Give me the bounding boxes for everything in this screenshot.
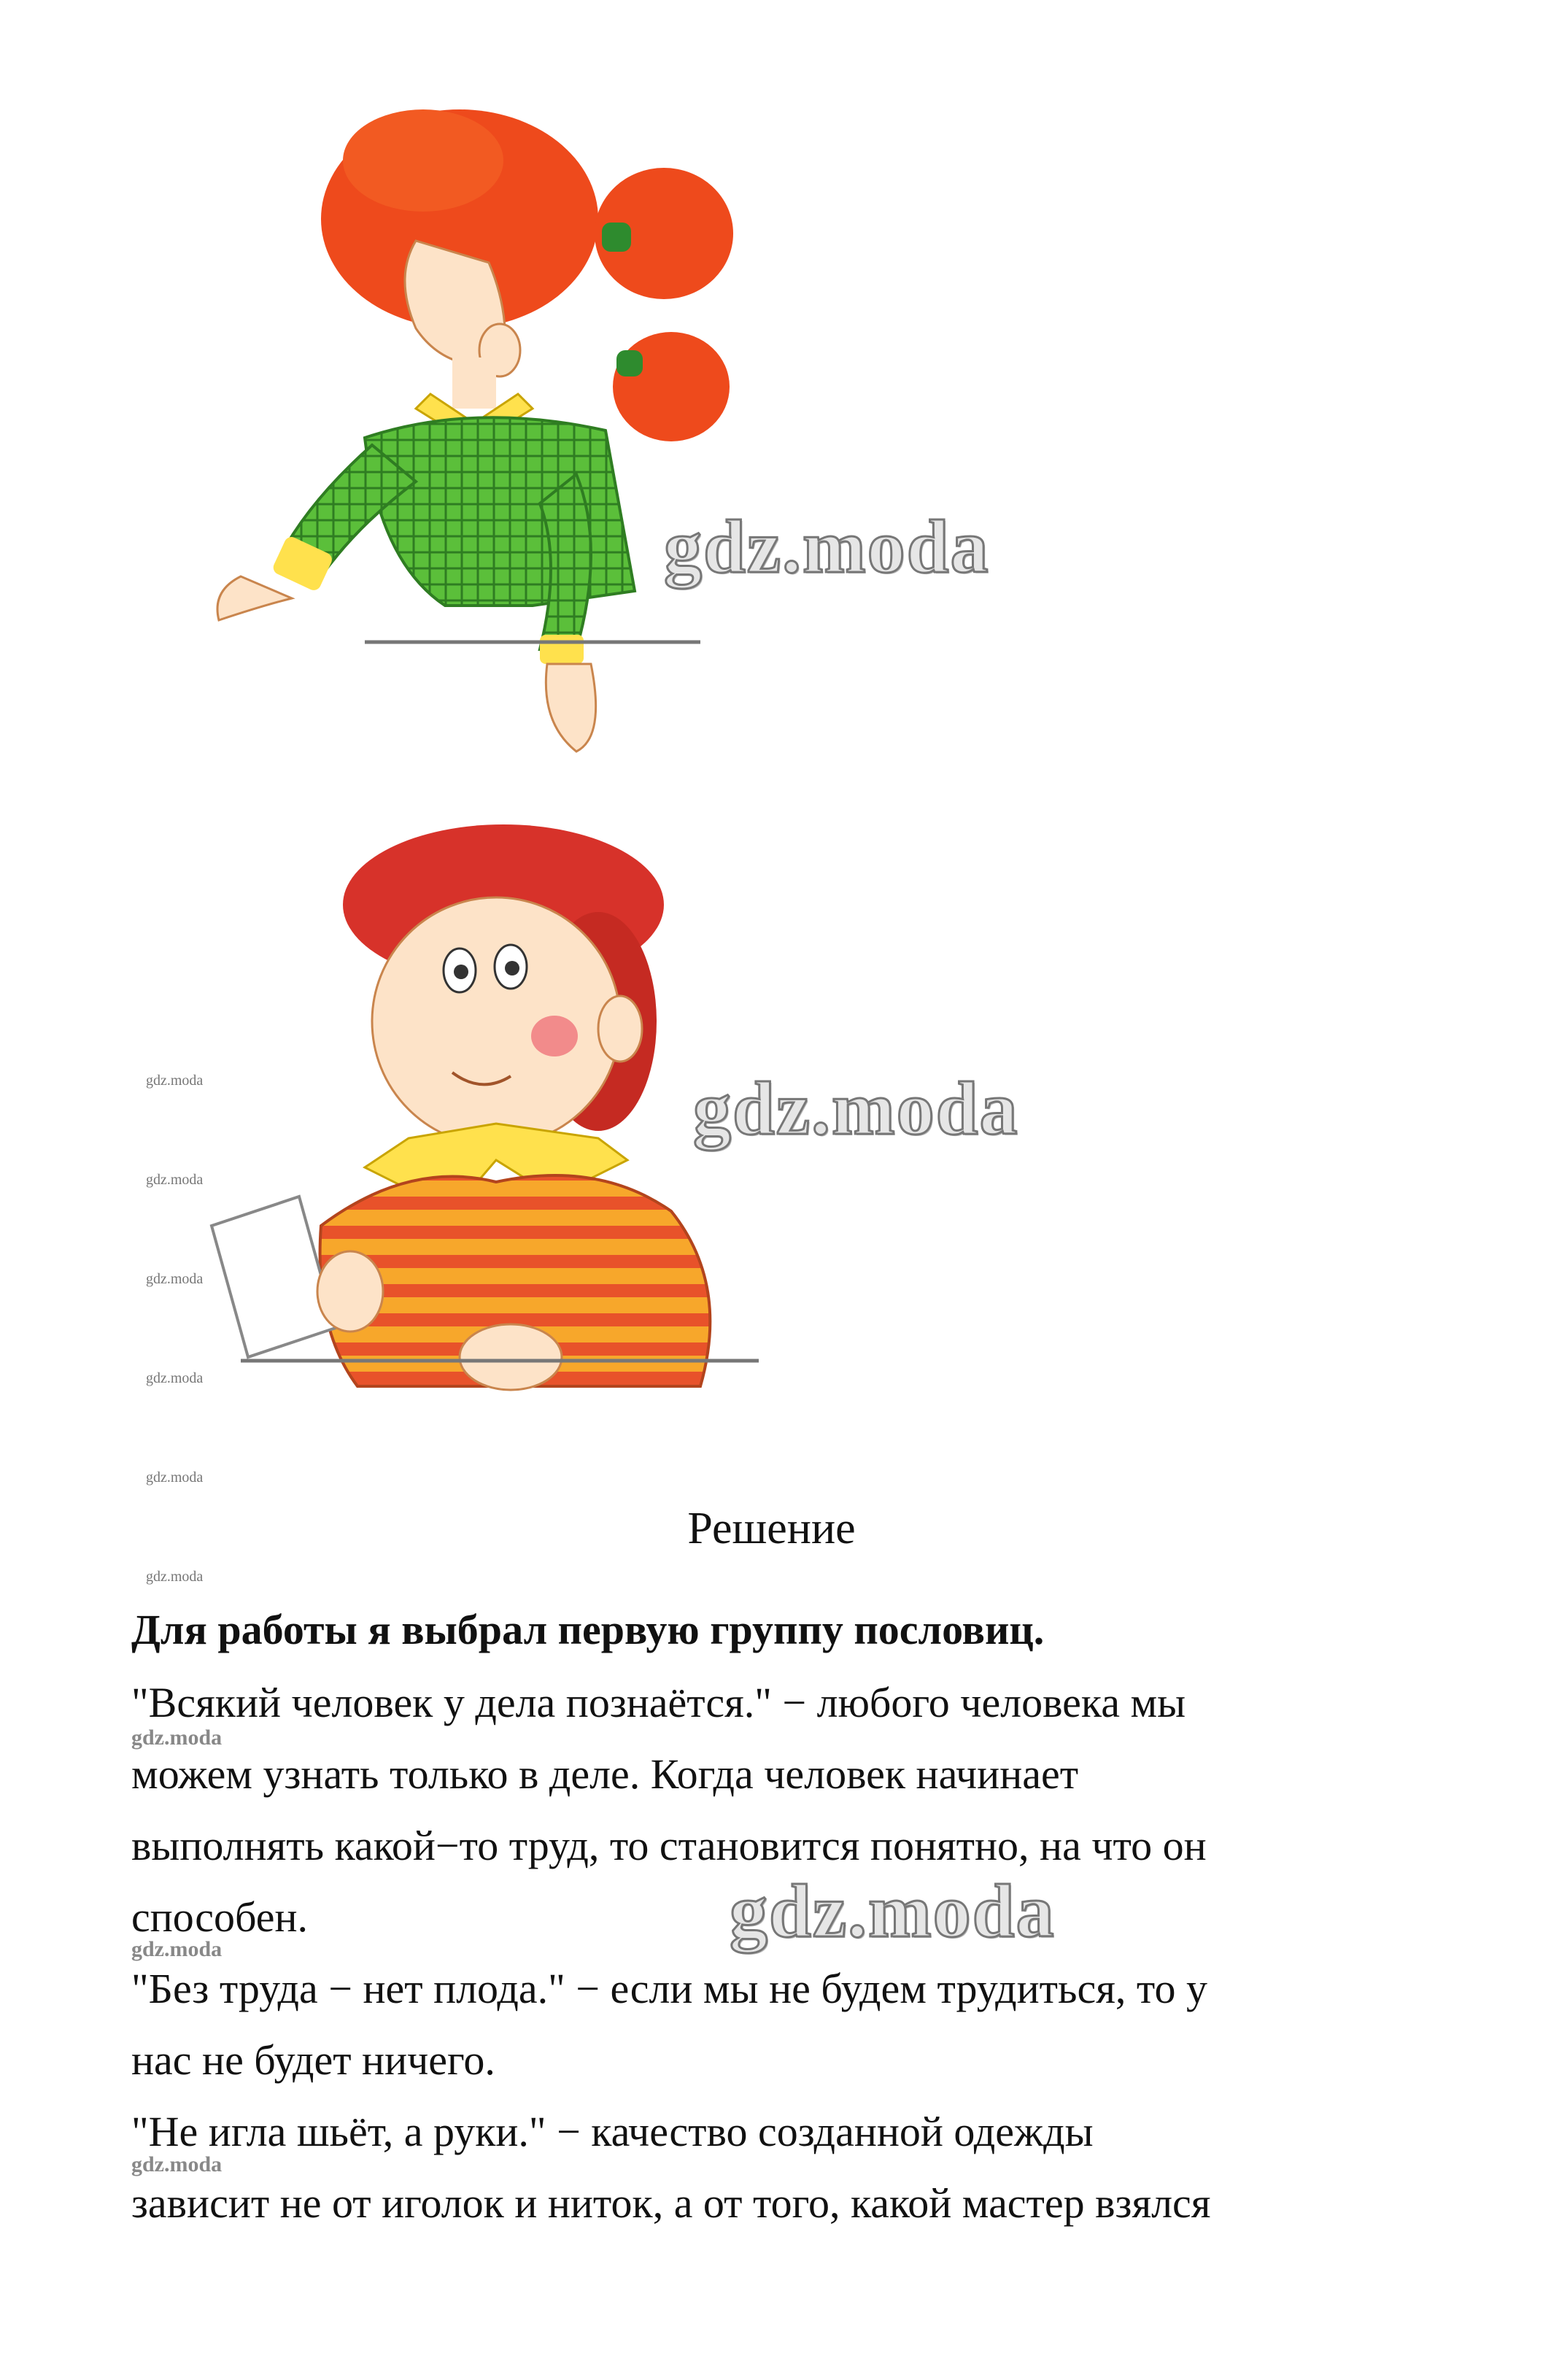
solution-line: "Без труда − нет плода." − если мы не будем трудиться, то у [131, 1965, 1207, 2012]
solution-line: способен. [131, 1893, 308, 1941]
watermark-large-2: gdz.moda [693, 1067, 1019, 1151]
solution-line: нас не будет ничего. [131, 2036, 495, 2084]
watermark-small-1: gdz.moda [146, 1073, 204, 1089]
solution-line: зависит не от иголок и ниток, а от того, какой мастер взялся [131, 2179, 1211, 2227]
watermark-small-5: gdz.moda [146, 1469, 204, 1485]
watermark-small-3: gdz.moda [146, 1271, 204, 1287]
solution-line: "Всякий человек у дела познаётся." − любого человека мы [131, 1679, 1186, 1726]
solution-line: можем узнать только в деле. Когда человек начинает [131, 1750, 1079, 1798]
boy-illustration [190, 817, 773, 1437]
girl-illustration [197, 95, 854, 773]
watermark-large-3: gdz.moda [730, 1869, 1056, 1953]
watermark-small-2: gdz.moda [146, 1172, 204, 1188]
watermark-small-6: gdz.moda [146, 1569, 204, 1585]
solution-heading: Для работы я выбрал первую группу пословиц. [131, 1606, 1045, 1653]
solution-line: выполнять какой−то труд, то становится понятно, на что он [131, 1822, 1207, 1869]
watermark-large-1: gdz.moda [664, 505, 990, 589]
solution-line: "Не игла шьёт, а руки." − качество созданной одежды [131, 2108, 1094, 2155]
watermark-medium-2: gdz.moda [131, 1937, 223, 1961]
watermark-small-4: gdz.moda [146, 1370, 204, 1386]
solution-caption: Решение [687, 1504, 856, 1553]
watermark-medium-3: gdz.moda [131, 2152, 223, 2176]
watermark-medium-1: gdz.moda [131, 1726, 223, 1750]
